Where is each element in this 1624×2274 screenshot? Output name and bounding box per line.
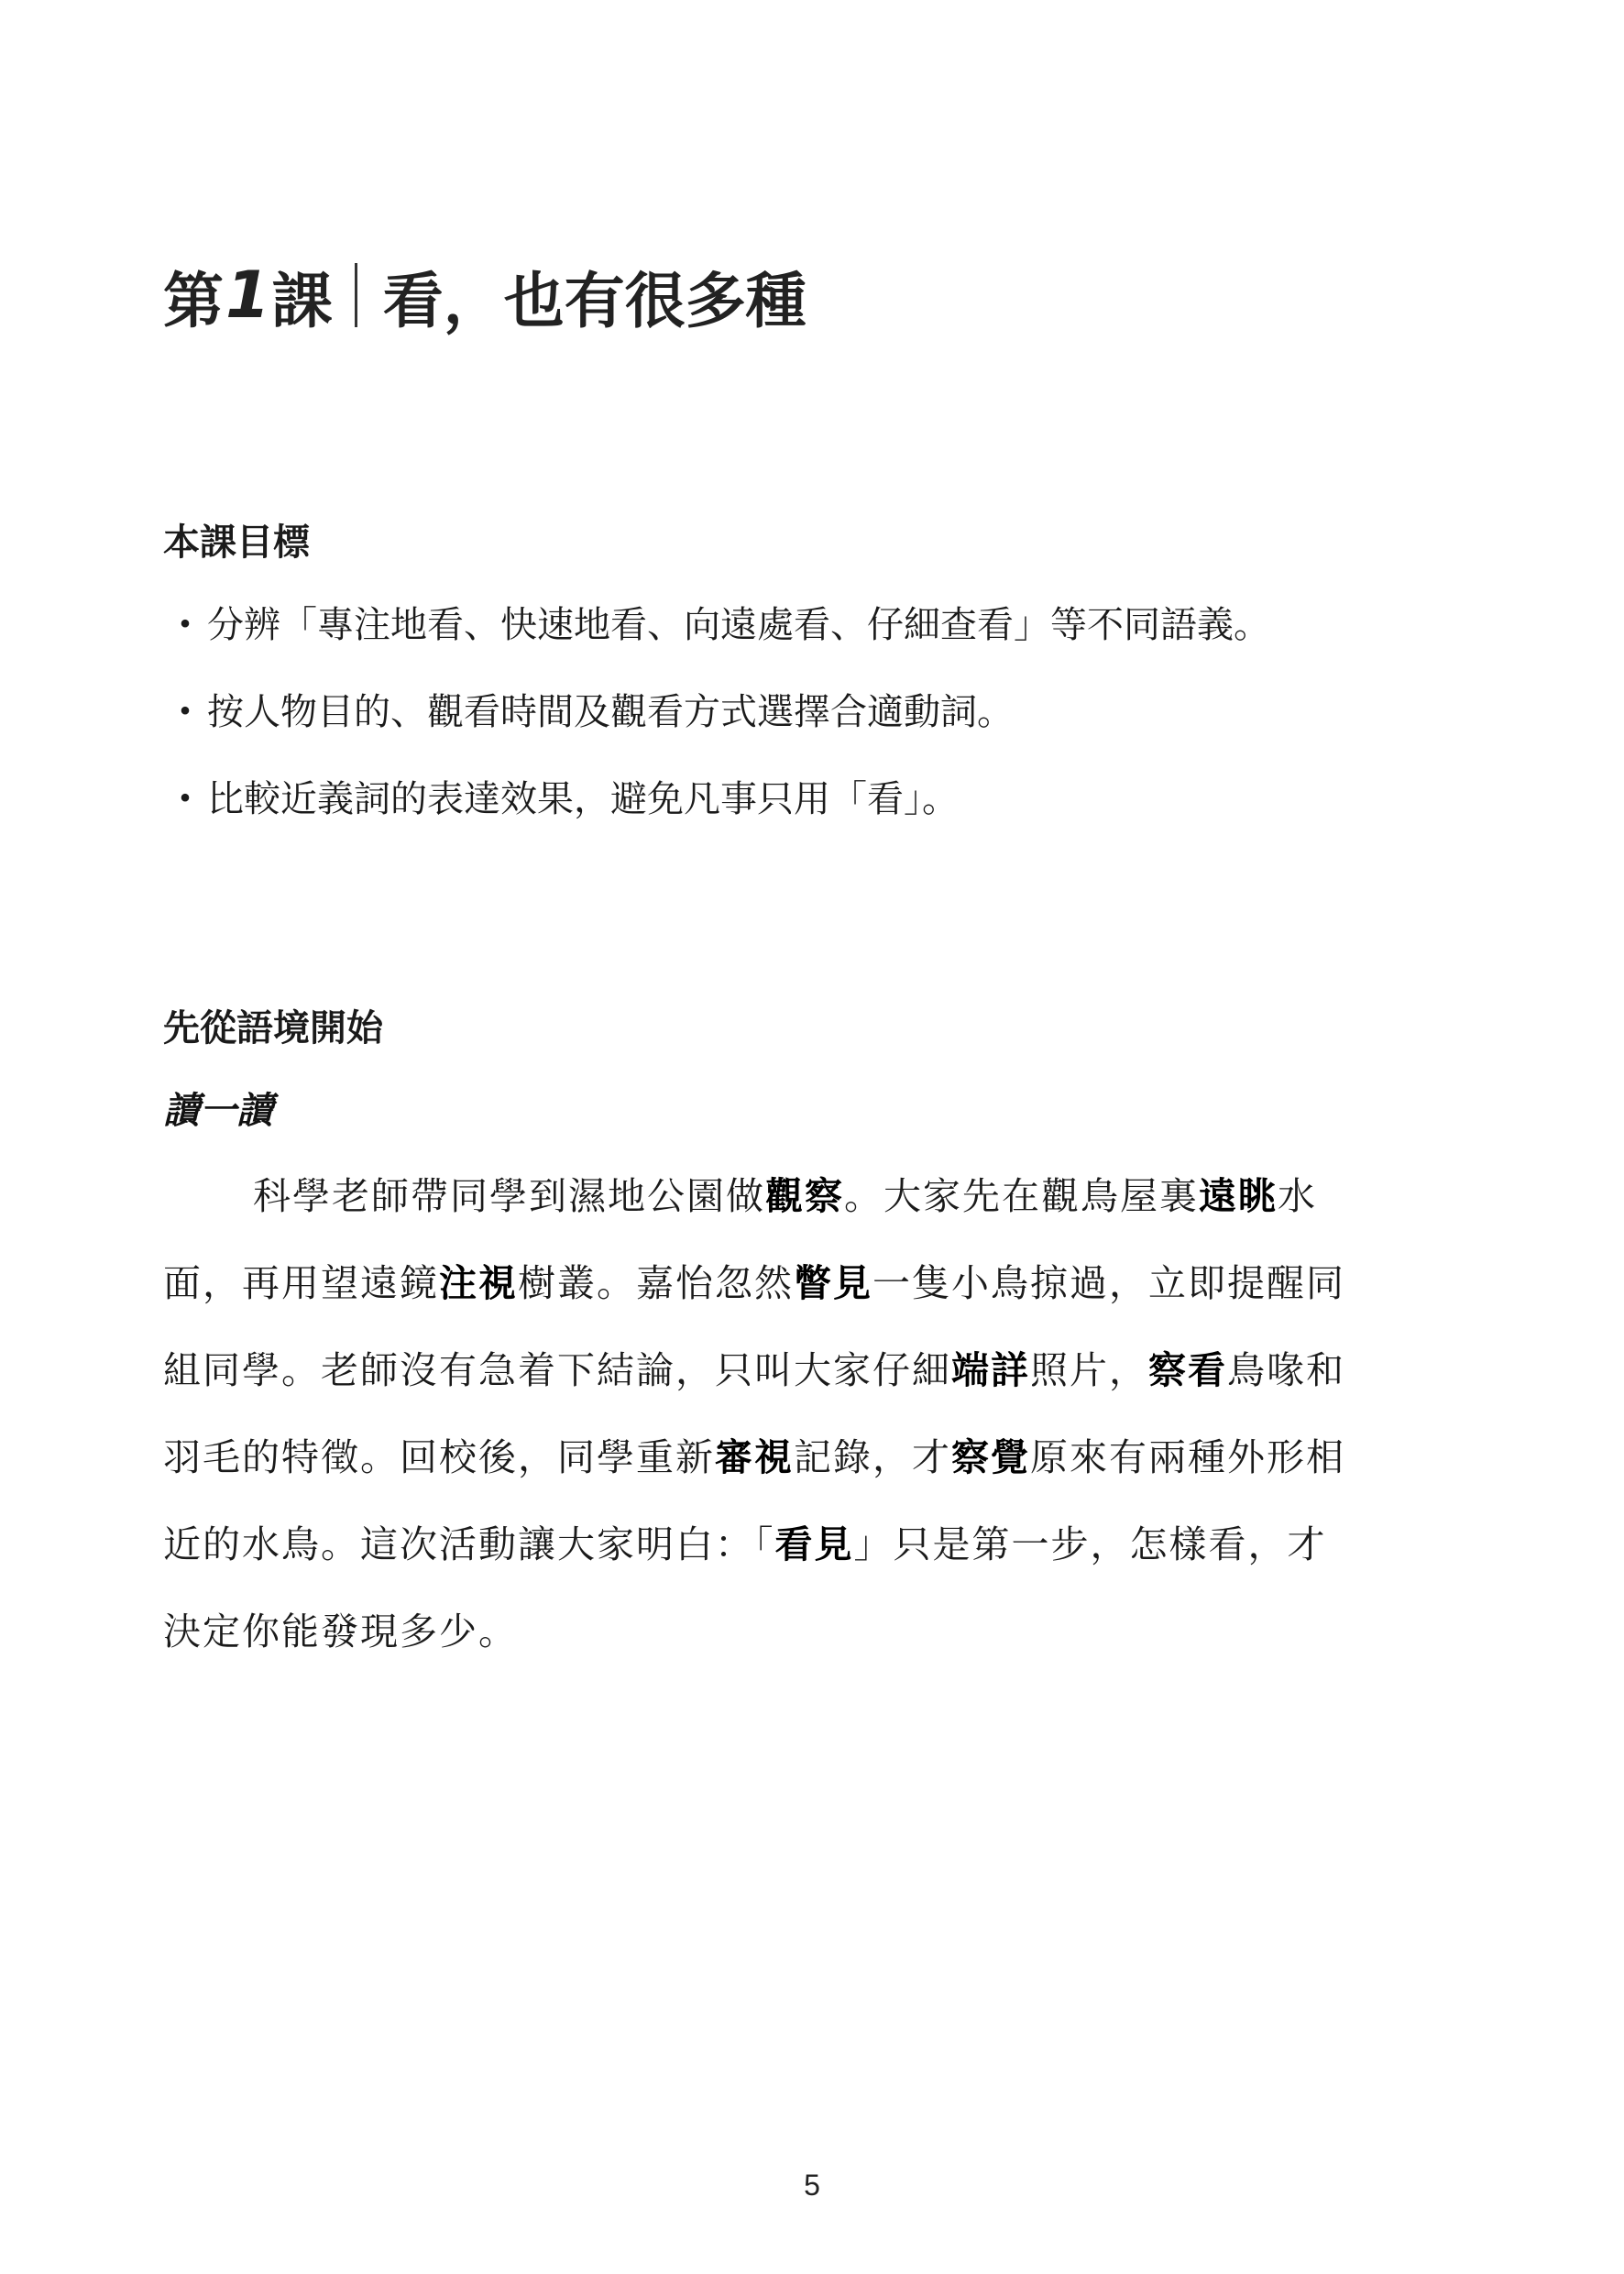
paragraph-line [163,1601,518,1655]
text-segment: 。大家先在觀鳥屋裏 [844,1174,1199,1218]
title-divider [355,263,357,327]
lesson-title-text: 看，也有很多種 [382,265,807,336]
highlighted-word: 端詳 [951,1348,1030,1392]
bullet-icon: ・ [167,604,203,646]
highlighted-word: 觀察 [765,1174,844,1218]
page-number: 5 [804,2169,820,2202]
lesson-prefix: 第 [163,265,224,336]
text-segment: 決定你能發現多少。 [163,1609,518,1653]
highlighted-word: 看見 [774,1522,854,1566]
text-segment: 鳥喙和 [1227,1348,1345,1392]
text-segment: 照片， [1030,1348,1148,1392]
paragraph-line [163,1514,1327,1568]
highlighted-word: 遠眺 [1199,1174,1278,1218]
text-segment: 水 [1278,1174,1317,1218]
reading-subheading: 讀一讀 [163,1090,273,1132]
lesson-suffix: 課 [271,265,333,336]
goal-item [163,596,1270,648]
text-segment: 」只是第一步，怎樣看，才 [853,1522,1327,1566]
text-segment: 原來有兩種外形相 [1030,1435,1345,1479]
context-heading: 先從語境開始 [163,1007,383,1049]
paragraph-line [163,1340,1345,1394]
text-segment: 近的水鳥。這次活動讓大家明白：「 [163,1522,775,1566]
highlighted-word: 審視 [715,1435,794,1479]
goals-heading: 本課目標 [163,522,310,564]
goal-item [163,683,1014,735]
highlighted-word: 察看 [1148,1348,1227,1392]
highlighted-word: 察覺 [951,1435,1030,1479]
lesson-title [163,249,807,341]
paragraph-line [163,1253,1345,1307]
highlighted-word: 注視 [439,1261,518,1305]
text-segment: 面，再用望遠鏡 [163,1261,439,1305]
highlighted-word: 瞥見 [794,1261,872,1305]
goal-item [163,770,959,822]
goal-text: 分辨「專注地看、快速地看、向遠處看、仔細查看」等不同語義。 [207,604,1270,646]
bullet-icon: ・ [167,778,203,820]
text-segment: 一隻小鳥掠過，立即提醒同 [872,1261,1345,1305]
text-segment: 科學老師帶同學到濕地公園做 [253,1174,765,1218]
lesson-number: 1 [225,258,270,333]
bullet-icon: ・ [167,691,203,733]
text-segment: 羽毛的特徵。回校後，同學重新 [163,1435,715,1479]
text-segment: 組同學。老師沒有急着下結論，只叫大家仔細 [163,1348,951,1392]
paragraph-line [163,1427,1345,1481]
goal-text: 按人物目的、觀看時間及觀看方式選擇合適動詞。 [207,691,1014,733]
text-segment: 樹叢。嘉怡忽然 [518,1261,794,1305]
paragraph-line [253,1166,1317,1220]
text-segment: 記錄，才 [794,1435,951,1479]
goal-text: 比較近義詞的表達效果，避免凡事只用「看」。 [207,778,959,820]
